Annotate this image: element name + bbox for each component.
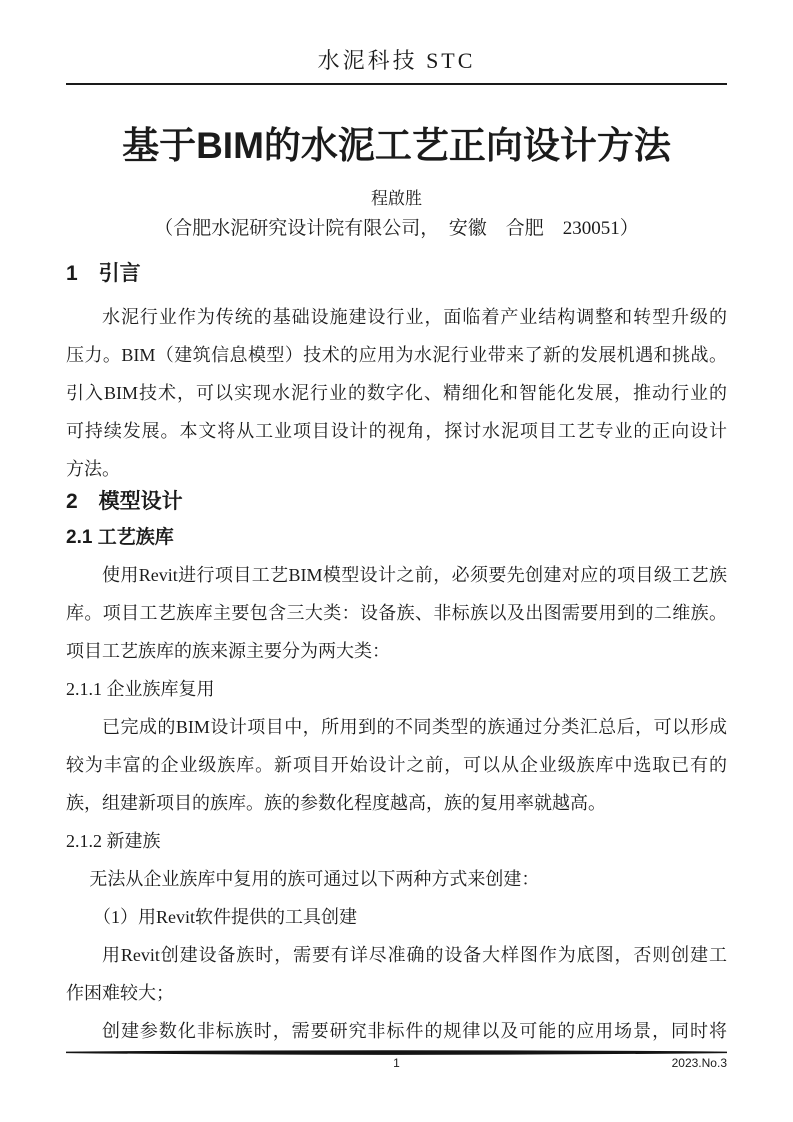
body-line: 可持续发展。本文将从工业项目设计的视角，探讨水泥项目工艺专业的正向设计 <box>66 421 727 441</box>
body-line: 用Revit创建设备族时，需要有详尽准确的设备大样图作为底图，否则创建工 <box>102 945 727 965</box>
subsubsection-heading: 2.1.2 新建族 <box>66 831 161 851</box>
body-line: 使用Revit进行项目工艺BIM模型设计之前，必须要先创建对应的项目级工艺族 <box>102 565 727 585</box>
body-line: 库。项目工艺族库主要包含三大类：设备族、非标族以及出图需要用到的二维族。 <box>66 603 727 623</box>
body-line: 创建参数化非标族时，需要研究非标件的规律以及可能的应用场景，同时将 <box>102 1021 727 1041</box>
page-footer <box>66 1056 727 1074</box>
body-line: 引入BIM技术，可以实现水泥行业的数字化、精细化和智能化发展，推动行业的 <box>66 383 727 403</box>
journal-header <box>66 46 727 85</box>
body-line: 方法。 <box>66 459 120 479</box>
body-line: 作困难较大； <box>66 983 174 1003</box>
header-rule <box>66 83 727 85</box>
body-line: 无法从企业族库中复用的族可通过以下两种方式来创建： <box>89 869 540 889</box>
body-line: 族，组建新项目的族库。族的参数化程度越高，族的复用率就越高。 <box>66 793 606 813</box>
body-line: 已完成的BIM设计项目中，所用到的不同类型的族通过分类汇总后，可以形成 <box>102 717 727 737</box>
journal-title: 水泥科技 STC <box>317 48 476 73</box>
article-affiliation: （合肥水泥研究设计院有限公司， 安徽 合肥 230051） <box>154 218 639 239</box>
body-line: 水泥行业作为传统的基础设施建设行业，面临着产业结构调整和转型升级的 <box>102 307 727 327</box>
body-line: （1）用Revit软件提供的工具创建 <box>93 907 357 927</box>
body-line: 压力。BIM（建筑信息模型）技术的应用为水泥行业带来了新的发展机遇和挑战。 <box>66 345 727 365</box>
section-heading: 1 引言 <box>66 262 141 285</box>
subsubsection-heading: 2.1.1 企业族库复用 <box>66 679 215 699</box>
article-title: 基于BIM的水泥工艺正向设计方法 <box>122 125 671 166</box>
article-body <box>66 260 727 1050</box>
issue-number: 2023.No.3 <box>671 1056 727 1070</box>
article-author: 程啟胜 <box>371 189 422 208</box>
body-line: 较为丰富的企业级族库。新项目开始设计之前，可以从企业级族库中选取已有的 <box>66 755 727 775</box>
body-line: 项目工艺族库的族来源主要分为两大类： <box>66 641 390 661</box>
subsection-heading: 2.1 工艺族库 <box>66 527 174 548</box>
page-number: 1 <box>393 1056 400 1070</box>
section-heading: 2 模型设计 <box>66 490 183 513</box>
